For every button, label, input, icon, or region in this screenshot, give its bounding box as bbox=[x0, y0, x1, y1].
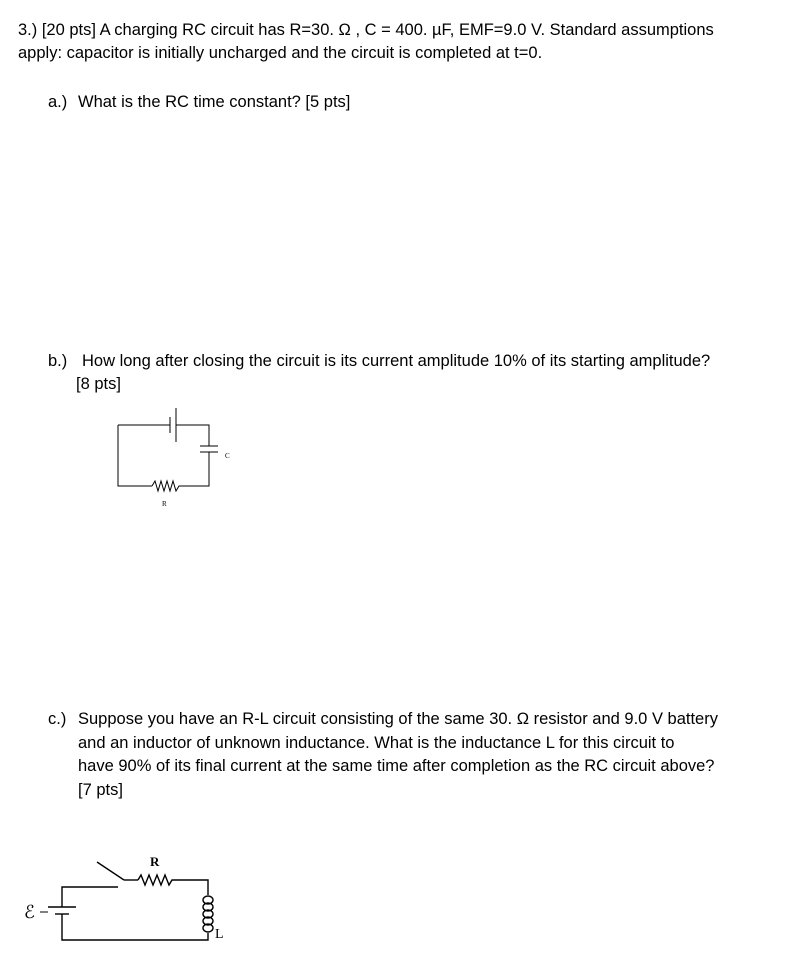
part-a-label: a.) bbox=[48, 93, 68, 111]
part-c-question-line-3: have 90% of its final current at the same time after completion as the RC circuit above? bbox=[78, 757, 715, 775]
rc-left-wire bbox=[118, 425, 152, 486]
capacitor-label: C bbox=[225, 452, 230, 460]
resistor-zigzag bbox=[152, 481, 182, 491]
problem-line-2: apply: capacitor is initially uncharged and the circuit is completed at t=0. bbox=[18, 44, 543, 62]
rc-right-wire bbox=[182, 452, 209, 486]
part-c-question-line-2: and an inductor of unknown inductance. What is the inductance L for this circuit to bbox=[78, 734, 675, 752]
resistor-label: R bbox=[162, 500, 167, 508]
inductor-label: L bbox=[215, 927, 224, 942]
part-a-question: What is the RC time constant? [5 pts] bbox=[78, 93, 351, 111]
part-c-question-line-4: [7 pts] bbox=[78, 781, 123, 799]
part-b-question-line-1: How long after closing the circuit is its current amplitude 10% of its starting amplitude? bbox=[82, 352, 711, 370]
emf-label: ℰ bbox=[24, 902, 35, 922]
inductor-coil bbox=[203, 896, 213, 932]
rl-bottom-wire bbox=[62, 914, 208, 940]
part-c-question-line-1: Suppose you have an R-L circuit consisting of the same 30. Ω resistor and 9.0 V battery bbox=[78, 710, 718, 728]
problem-line-1: 3.) [20 pts] A charging RC circuit has R=30. Ω , C = 400. µF, EMF=9.0 V. Standard assumptions bbox=[18, 21, 714, 39]
part-b-question-line-2: [8 pts] bbox=[76, 375, 121, 393]
rc-top-wire-right bbox=[176, 425, 209, 446]
rl-circuit-diagram bbox=[0, 845, 260, 960]
part-b-label: b.) bbox=[48, 352, 68, 370]
switch-arm bbox=[97, 862, 124, 880]
rl-resistor-label: R bbox=[150, 854, 160, 869]
rc-circuit-diagram bbox=[110, 400, 250, 515]
rl-left-top-wire bbox=[62, 887, 118, 907]
part-c-label: c.) bbox=[48, 710, 67, 728]
rl-resistor-zigzag bbox=[138, 875, 208, 895]
